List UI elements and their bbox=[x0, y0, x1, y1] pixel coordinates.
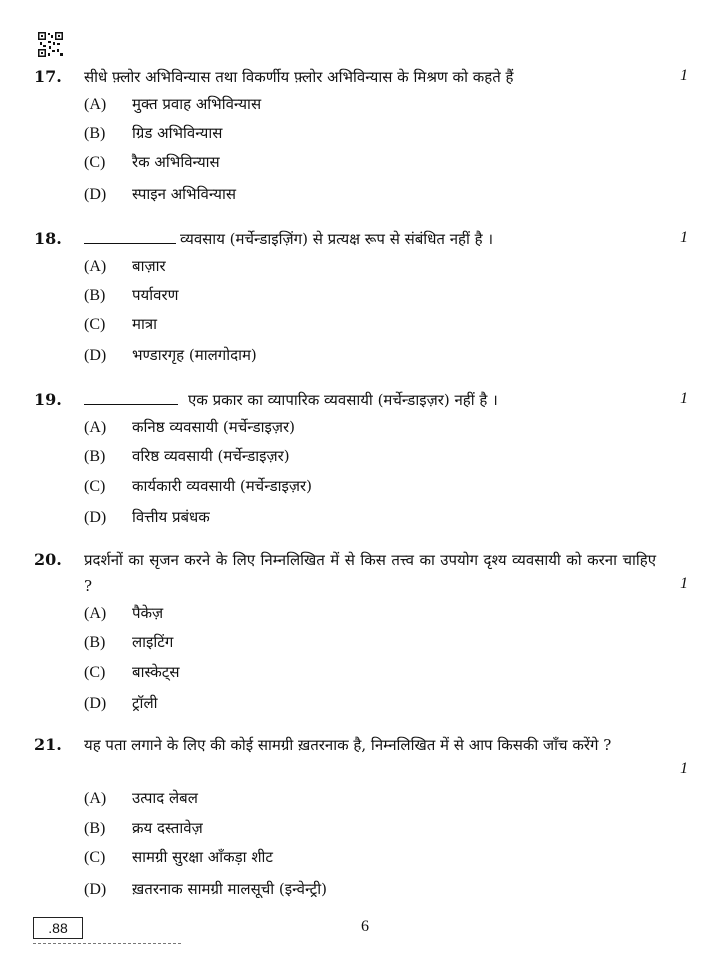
marks: 1 bbox=[680, 229, 688, 246]
option-a: (A) बाज़ार bbox=[84, 257, 166, 275]
page-number: 6 bbox=[361, 918, 369, 935]
option-d: (D) वित्तीय प्रबंधक bbox=[84, 508, 210, 526]
marks: 1 bbox=[680, 575, 688, 592]
question-number: 21. bbox=[34, 735, 62, 754]
option-c: (C) मात्रा bbox=[84, 315, 158, 333]
divider bbox=[33, 943, 181, 944]
option-b: (B) लाइटिंग bbox=[84, 633, 174, 651]
option-c: (C) बास्केट्स bbox=[84, 663, 180, 681]
question-text: व्यवसाय (मर्चेन्डाइज़िंग) से प्रत्यक्ष रूप से संबंधित नहीं है । bbox=[84, 229, 656, 249]
question-number: 20. bbox=[34, 550, 62, 569]
option-d: (D) ट्रॉली bbox=[84, 694, 158, 712]
paper-code: .88 bbox=[33, 917, 83, 939]
question-number: 17. bbox=[34, 67, 62, 86]
question-text: यह पता लगाने के लिए की कोई सामग्री ख़तरनाक है, निम्नलिखित में से आप किसकी जाँच करेंगे ? bbox=[84, 736, 612, 754]
option-c: (C) रैक अभिविन्यास bbox=[84, 153, 220, 171]
option-b: (B) ग्रिड अभिविन्यास bbox=[84, 124, 223, 142]
qr-code-icon bbox=[38, 32, 63, 57]
option-d: (D) स्पाइन अभिविन्यास bbox=[84, 185, 236, 203]
question-number: 18. bbox=[34, 229, 62, 248]
option-a: (A) मुक्त प्रवाह अभिविन्यास bbox=[84, 95, 262, 113]
option-a: (A) कनिष्ठ व्यवसायी (मर्चेन्डाइज़र) bbox=[84, 418, 295, 436]
option-b: (B) पर्यावरण bbox=[84, 286, 179, 304]
question-text: एक प्रकार का व्यापारिक व्यवसायी (मर्चेन्डाइज़र) नहीं है । bbox=[84, 390, 656, 410]
marks: 1 bbox=[680, 760, 688, 777]
question-text: प्रदर्शनों का सृजन करने के लिए निम्नलिखित में से किस तत्त्व का उपयोग दृश्य व्यवसायी को करना चाहिए ? bbox=[84, 551, 656, 595]
option-c: (C) सामग्री सुरक्षा आँकड़ा शीट bbox=[84, 848, 273, 866]
question-number: 19. bbox=[34, 390, 62, 409]
option-a: (A) पैकेज़ bbox=[84, 604, 164, 622]
marks: 1 bbox=[680, 390, 688, 407]
fill-in-blank bbox=[84, 390, 178, 405]
marks: 1 bbox=[680, 67, 688, 84]
option-b: (B) क्रय दस्तावेज़ bbox=[84, 819, 203, 837]
fill-in-blank bbox=[84, 229, 176, 244]
option-c: (C) कार्यकारी व्यवसायी (मर्चेन्डाइज़र) bbox=[84, 477, 312, 495]
question-text: सीधे फ़्लोर अभिविन्यास तथा विकर्णीय फ़्लोर अभिविन्यास के मिश्रण को कहते हैं bbox=[84, 68, 514, 86]
option-a: (A) उत्पाद लेबल bbox=[84, 789, 198, 807]
option-b: (B) वरिष्ठ व्यवसायी (मर्चेन्डाइज़र) bbox=[84, 447, 290, 465]
option-d: (D) ख़तरनाक सामग्री मालसूची (इन्वेन्ट्री) bbox=[84, 880, 327, 898]
option-d: (D) भण्डारगृह (मालगोदाम) bbox=[84, 346, 257, 364]
